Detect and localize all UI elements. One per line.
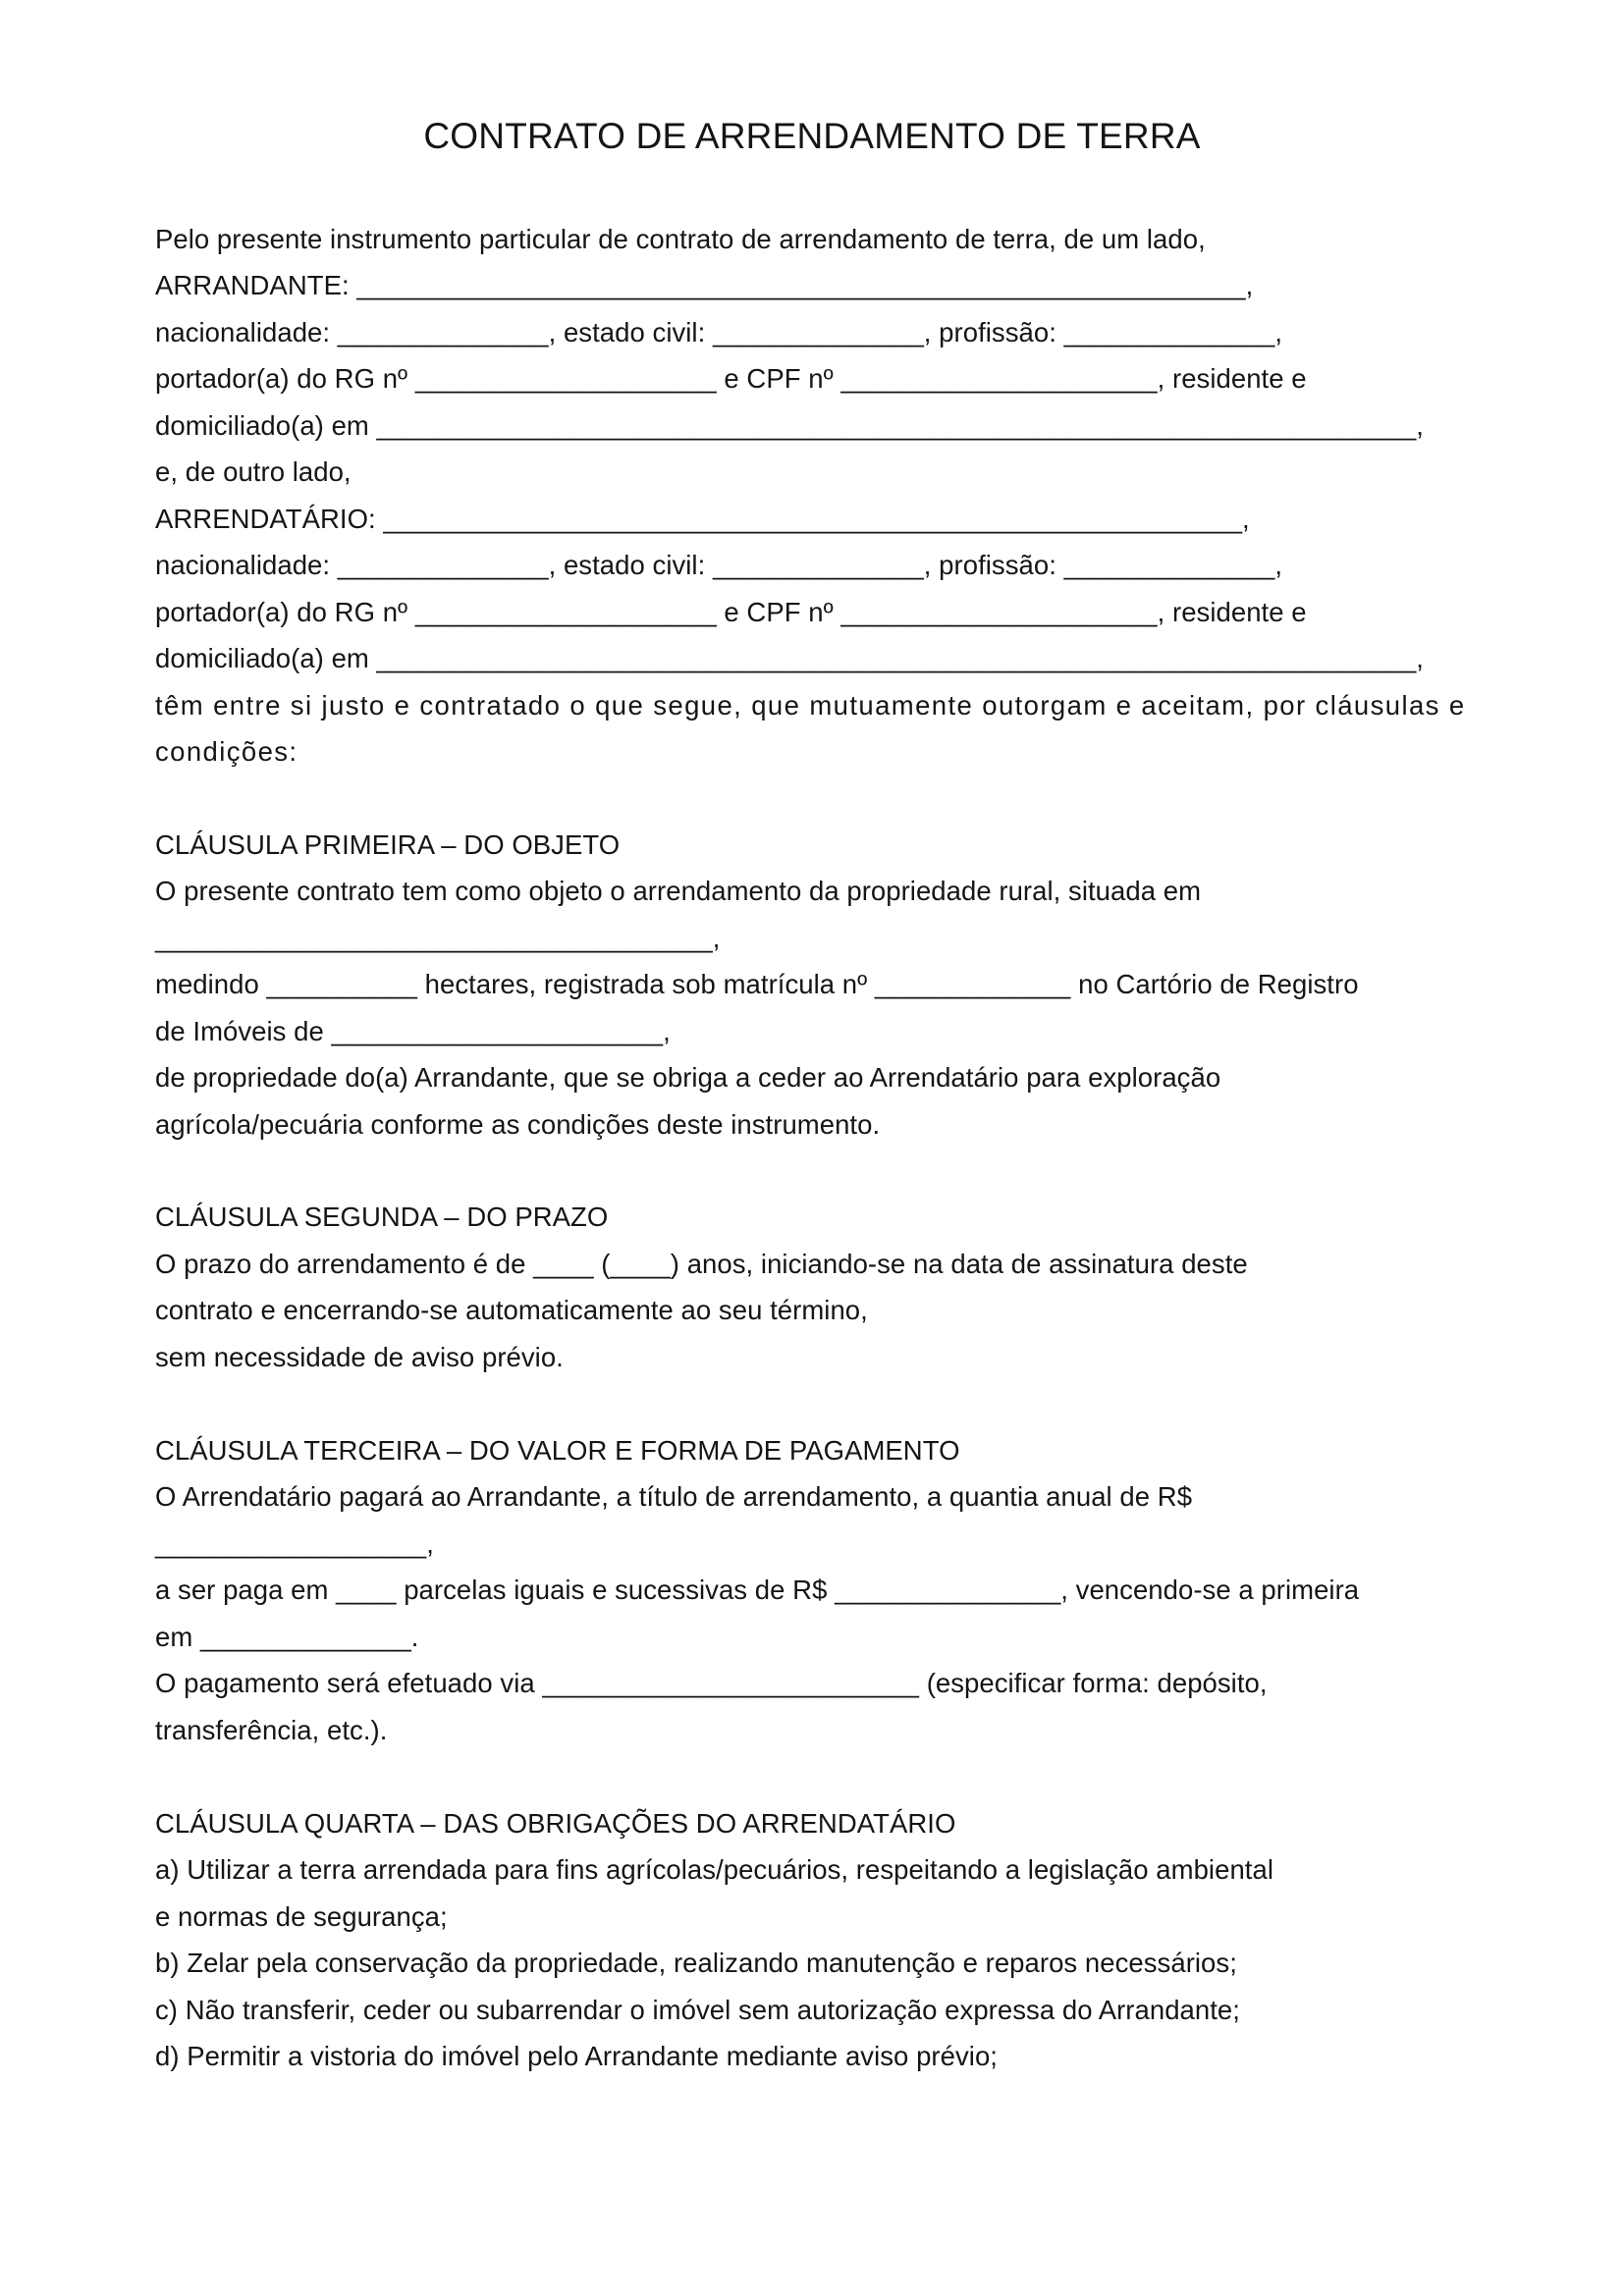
clause-fourth-item: d) Permitir a vistoria do imóvel pelo Arrandante mediante aviso prévio;: [155, 2041, 998, 2071]
text-line-arrandante-nationality: nacionalidade: ______________, estado civil: ______________, profissão: ______________,: [155, 317, 1283, 347]
clause-third-line: __________________,: [155, 1528, 434, 1559]
clause-heading-fourth: CLÁUSULA QUARTA – DAS OBRIGAÇÕES DO ARRENDATÁRIO: [155, 1808, 956, 1839]
clause-heading-third: CLÁUSULA TERCEIRA – DO VALOR E FORMA DE PAGAMENTO: [155, 1435, 960, 1466]
clause-heading-first: CLÁUSULA PRIMEIRA – DO OBJETO: [155, 829, 621, 860]
clause-fourth-item: b) Zelar pela conservação da propriedade, realizando manutenção e reparos necessários;: [155, 1948, 1237, 1978]
text-line-other-side: e, de outro lado,: [155, 456, 352, 487]
clause-first-line: _____________________________________,: [155, 923, 721, 953]
document-title: CONTRATO DE ARRENDAMENTO DE TERRA: [423, 116, 1201, 156]
text-line-arrendatario: ARRENDATÁRIO: _________________________________________________________,: [155, 504, 1250, 534]
clause-fourth-item: a) Utilizar a terra arrendada para fins agrícolas/pecuários, respeitando a legislação ambiental: [155, 1854, 1273, 1885]
clause-second-line: sem necessidade de aviso prévio.: [155, 1342, 564, 1372]
clause-third-line: O Arrendatário pagará ao Arrandante, a título de arrendamento, a quantia anual de R$: [155, 1481, 1193, 1512]
text-line-arrandante-address: domiciliado(a) em _____________________________________________________________________,: [155, 410, 1424, 441]
clause-first-line: de Imóveis de ______________________,: [155, 1016, 671, 1046]
clause-third-line: a ser paga em ____ parcelas iguais e sucessivas de R$ _______________, vencendo-se a primeira: [155, 1575, 1360, 1605]
text-line-arrandante-documents: portador(a) do RG nº ____________________ e CPF nº _____________________, residente e: [155, 363, 1307, 394]
clause-first-line: medindo __________ hectares, registrada sob matrícula nº _____________ no Cartório de Registro: [155, 969, 1359, 999]
clause-first-line: O presente contrato tem como objeto o arrendamento da propriedade rural, situada em: [155, 876, 1202, 906]
clause-first-line: agrícola/pecuária conforme as condições deste instrumento.: [155, 1109, 881, 1140]
clause-third-line: transferência, etc.).: [155, 1715, 388, 1745]
text-line-arrendatario-nationality: nacionalidade: ______________, estado civil: ______________, profissão: ______________,: [155, 550, 1283, 580]
text-line-opening: Pelo presente instrumento particular de contrato de arrendamento de terra, de um lado,: [155, 224, 1206, 254]
text-line-conditions: condições:: [155, 736, 298, 767]
clause-fourth-item: c) Não transferir, ceder ou subarrendar o imóvel sem autorização expressa do Arrandante;: [155, 1995, 1240, 2025]
clause-third-line: em ______________.: [155, 1622, 419, 1652]
clause-first-line: de propriedade do(a) Arrandante, que se obriga a ceder ao Arrendatário para exploração: [155, 1062, 1221, 1093]
clause-second-line: contrato e encerrando-se automaticamente ao seu término,: [155, 1295, 868, 1325]
clause-fourth-item: e normas de segurança;: [155, 1901, 448, 1932]
text-line-arrendatario-address: domiciliado(a) em _____________________________________________________________________,: [155, 643, 1424, 673]
clause-second-line: O prazo do arrendamento é de ____ (____) anos, iniciando-se na data de assinatura deste: [155, 1249, 1248, 1279]
text-line-arrendatario-documents: portador(a) do RG nº ____________________ e CPF nº _____________________, residente e: [155, 597, 1307, 627]
clause-third-line: O pagamento será efetuado via _________________________ (especificar forma: depósito,: [155, 1668, 1268, 1698]
text-line-arrandante: ARRANDANTE: ___________________________________________________________,: [155, 270, 1254, 300]
text-line-agreement: têm entre si justo e contratado o que segue, que mutuamente outorgam e aceitam, por cláusulas e: [155, 690, 1466, 721]
clause-heading-second: CLÁUSULA SEGUNDA – DO PRAZO: [155, 1201, 609, 1232]
